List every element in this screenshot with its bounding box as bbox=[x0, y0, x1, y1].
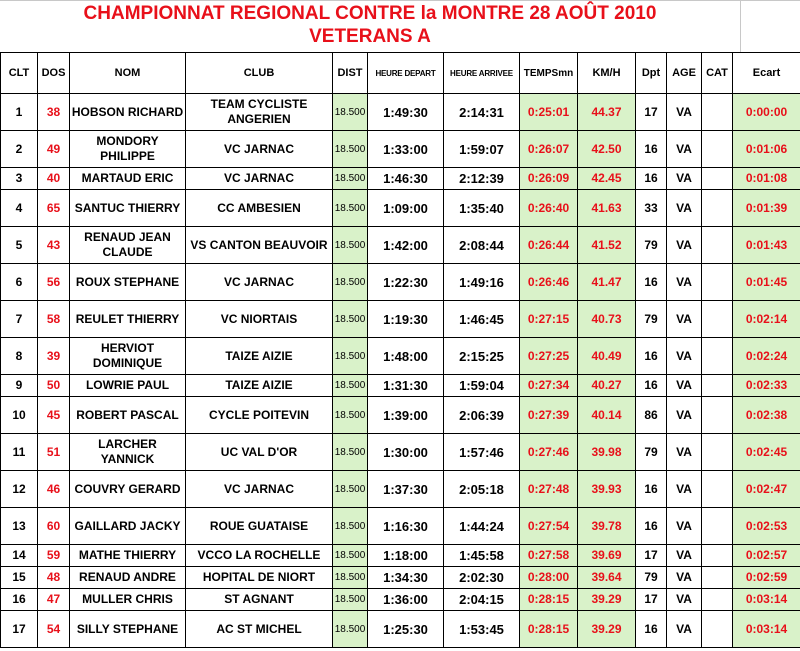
sheet-gridline bbox=[0, 0, 800, 1]
cell-clt: 3 bbox=[1, 168, 38, 190]
cell-arrivee: 2:15:25 bbox=[444, 338, 520, 375]
cell-arrivee: 2:06:39 bbox=[444, 397, 520, 434]
cell-cat bbox=[702, 545, 733, 567]
cell-clt: 8 bbox=[1, 338, 38, 375]
cell-clt: 17 bbox=[1, 611, 38, 648]
cell-cat bbox=[702, 471, 733, 508]
sheet-gridline bbox=[740, 0, 741, 52]
cell-dpt: 33 bbox=[636, 190, 667, 227]
cell-arrivee: 2:12:39 bbox=[444, 168, 520, 190]
cell-temps: 0:27:15 bbox=[520, 301, 578, 338]
cell-dos: 47 bbox=[38, 589, 70, 611]
cell-age: VA bbox=[667, 375, 702, 397]
cell-arrivee: 1:57:46 bbox=[444, 434, 520, 471]
cell-temps: 0:27:46 bbox=[520, 434, 578, 471]
cell-dpt: 79 bbox=[636, 567, 667, 589]
cell-kmh: 41.63 bbox=[578, 190, 636, 227]
col-header-nom: NOM bbox=[70, 53, 186, 94]
cell-clt: 5 bbox=[1, 227, 38, 264]
cell-clt: 13 bbox=[1, 508, 38, 545]
cell-dpt: 17 bbox=[636, 94, 667, 131]
cell-nom: HOBSON RICHARD bbox=[70, 94, 186, 131]
cell-dos: 54 bbox=[38, 611, 70, 648]
cell-kmh: 42.50 bbox=[578, 131, 636, 168]
cell-kmh: 39.69 bbox=[578, 545, 636, 567]
cell-nom: LOWRIE PAUL bbox=[70, 375, 186, 397]
cell-club: CC AMBESIEN bbox=[186, 190, 333, 227]
cell-age: VA bbox=[667, 545, 702, 567]
cell-dpt: 16 bbox=[636, 508, 667, 545]
table-row bbox=[1, 611, 800, 648]
cell-age: VA bbox=[667, 301, 702, 338]
cell-dist: 18.500 bbox=[333, 227, 368, 264]
cell-clt: 10 bbox=[1, 397, 38, 434]
cell-dos: 46 bbox=[38, 471, 70, 508]
table-row bbox=[1, 434, 800, 471]
cell-dpt: 79 bbox=[636, 227, 667, 264]
cell-dist: 18.500 bbox=[333, 567, 368, 589]
cell-dos: 38 bbox=[38, 94, 70, 131]
cell-clt: 15 bbox=[1, 567, 38, 589]
table-row bbox=[1, 471, 800, 508]
cell-kmh: 40.27 bbox=[578, 375, 636, 397]
table-row bbox=[1, 567, 800, 589]
cell-nom: RENAUD JEAN CLAUDE bbox=[70, 227, 186, 264]
cell-dos: 59 bbox=[38, 545, 70, 567]
cell-dist: 18.500 bbox=[333, 545, 368, 567]
header-row bbox=[1, 53, 800, 94]
cell-kmh: 40.49 bbox=[578, 338, 636, 375]
cell-depart: 1:48:00 bbox=[368, 338, 444, 375]
cell-cat bbox=[702, 508, 733, 545]
cell-cat bbox=[702, 375, 733, 397]
cell-clt: 16 bbox=[1, 589, 38, 611]
cell-clt: 9 bbox=[1, 375, 38, 397]
cell-nom: HERVIOT DOMINIQUE bbox=[70, 338, 186, 375]
cell-clt: 2 bbox=[1, 131, 38, 168]
cell-dist: 18.500 bbox=[333, 168, 368, 190]
cell-dist: 18.500 bbox=[333, 375, 368, 397]
cell-ecart: 0:01:39 bbox=[733, 190, 800, 227]
cell-arrivee: 1:59:04 bbox=[444, 375, 520, 397]
cell-dpt: 16 bbox=[636, 471, 667, 508]
page-subtitle: VETERANS A bbox=[309, 26, 431, 47]
cell-club: VS CANTON BEAUVOIR bbox=[186, 227, 333, 264]
cell-arrivee: 2:05:18 bbox=[444, 471, 520, 508]
cell-cat bbox=[702, 168, 733, 190]
page-title: CHAMPIONNAT REGIONAL CONTRE la MONTRE 28 AOÛT 2010 bbox=[83, 3, 657, 24]
cell-temps: 0:27:25 bbox=[520, 338, 578, 375]
cell-ecart: 0:02:14 bbox=[733, 301, 800, 338]
cell-cat bbox=[702, 301, 733, 338]
cell-age: VA bbox=[667, 567, 702, 589]
cell-age: VA bbox=[667, 168, 702, 190]
cell-nom: LARCHER YANNICK bbox=[70, 434, 186, 471]
cell-age: VA bbox=[667, 471, 702, 508]
cell-dpt: 16 bbox=[636, 338, 667, 375]
table-row bbox=[1, 508, 800, 545]
cell-depart: 1:19:30 bbox=[368, 301, 444, 338]
cell-temps: 0:26:07 bbox=[520, 131, 578, 168]
cell-nom: MARTAUD ERIC bbox=[70, 168, 186, 190]
col-header-dos: DOS bbox=[38, 53, 70, 94]
cell-clt: 1 bbox=[1, 94, 38, 131]
cell-dpt: 16 bbox=[636, 264, 667, 301]
cell-temps: 0:28:00 bbox=[520, 567, 578, 589]
cell-depart: 1:22:30 bbox=[368, 264, 444, 301]
cell-dist: 18.500 bbox=[333, 471, 368, 508]
cell-cat bbox=[702, 338, 733, 375]
col-header-cat: CAT bbox=[702, 53, 733, 94]
cell-club: VC JARNAC bbox=[186, 168, 333, 190]
table-row bbox=[1, 168, 800, 190]
cell-nom: SANTUC THIERRY bbox=[70, 190, 186, 227]
cell-dos: 48 bbox=[38, 567, 70, 589]
cell-arrivee: 1:35:40 bbox=[444, 190, 520, 227]
cell-ecart: 0:03:14 bbox=[733, 611, 800, 648]
cell-ecart: 0:02:38 bbox=[733, 397, 800, 434]
cell-clt: 14 bbox=[1, 545, 38, 567]
cell-age: VA bbox=[667, 508, 702, 545]
cell-dist: 18.500 bbox=[333, 301, 368, 338]
cell-depart: 1:49:30 bbox=[368, 94, 444, 131]
cell-ecart: 0:02:53 bbox=[733, 508, 800, 545]
cell-temps: 0:26:46 bbox=[520, 264, 578, 301]
results-table bbox=[0, 52, 800, 648]
cell-clt: 12 bbox=[1, 471, 38, 508]
cell-cat bbox=[702, 264, 733, 301]
cell-dpt: 16 bbox=[636, 611, 667, 648]
cell-kmh: 44.37 bbox=[578, 94, 636, 131]
table-row bbox=[1, 375, 800, 397]
table-row bbox=[1, 589, 800, 611]
cell-clt: 7 bbox=[1, 301, 38, 338]
cell-dos: 40 bbox=[38, 168, 70, 190]
cell-kmh: 39.98 bbox=[578, 434, 636, 471]
cell-nom: SILLY STEPHANE bbox=[70, 611, 186, 648]
table-row bbox=[1, 131, 800, 168]
cell-age: VA bbox=[667, 94, 702, 131]
cell-dos: 65 bbox=[38, 190, 70, 227]
cell-kmh: 39.29 bbox=[578, 589, 636, 611]
cell-nom: COUVRY GERARD bbox=[70, 471, 186, 508]
cell-dpt: 17 bbox=[636, 545, 667, 567]
cell-age: VA bbox=[667, 338, 702, 375]
cell-nom: MONDORY PHILIPPE bbox=[70, 131, 186, 168]
cell-depart: 1:37:30 bbox=[368, 471, 444, 508]
cell-depart: 1:31:30 bbox=[368, 375, 444, 397]
cell-depart: 1:33:00 bbox=[368, 131, 444, 168]
cell-cat bbox=[702, 567, 733, 589]
cell-kmh: 42.45 bbox=[578, 168, 636, 190]
cell-cat bbox=[702, 397, 733, 434]
cell-club: VC JARNAC bbox=[186, 471, 333, 508]
col-header-age: AGE bbox=[667, 53, 702, 94]
cell-temps: 0:26:44 bbox=[520, 227, 578, 264]
cell-arrivee: 2:08:44 bbox=[444, 227, 520, 264]
cell-club: ROUE GUATAISE bbox=[186, 508, 333, 545]
cell-club: CYCLE POITEVIN bbox=[186, 397, 333, 434]
cell-depart: 1:34:30 bbox=[368, 567, 444, 589]
cell-temps: 0:27:39 bbox=[520, 397, 578, 434]
cell-depart: 1:42:00 bbox=[368, 227, 444, 264]
cell-ecart: 0:02:59 bbox=[733, 567, 800, 589]
col-header-dist: DIST bbox=[333, 53, 368, 94]
cell-dist: 18.500 bbox=[333, 589, 368, 611]
cell-ecart: 0:01:45 bbox=[733, 264, 800, 301]
cell-dos: 43 bbox=[38, 227, 70, 264]
table-row bbox=[1, 94, 800, 131]
col-header-clt: CLT bbox=[1, 53, 38, 94]
cell-dos: 45 bbox=[38, 397, 70, 434]
cell-cat bbox=[702, 589, 733, 611]
cell-dpt: 86 bbox=[636, 397, 667, 434]
cell-nom: REULET THIERRY bbox=[70, 301, 186, 338]
cell-cat bbox=[702, 611, 733, 648]
cell-arrivee: 1:44:24 bbox=[444, 508, 520, 545]
cell-clt: 11 bbox=[1, 434, 38, 471]
cell-arrivee: 1:49:16 bbox=[444, 264, 520, 301]
col-header-kmh: KM/H bbox=[578, 53, 636, 94]
cell-nom: GAILLARD JACKY bbox=[70, 508, 186, 545]
cell-cat bbox=[702, 227, 733, 264]
cell-club: ST AGNANT bbox=[186, 589, 333, 611]
table-row bbox=[1, 545, 800, 567]
cell-cat bbox=[702, 131, 733, 168]
cell-club: VC JARNAC bbox=[186, 264, 333, 301]
cell-cat bbox=[702, 190, 733, 227]
cell-dos: 50 bbox=[38, 375, 70, 397]
cell-club: AC ST MICHEL bbox=[186, 611, 333, 648]
cell-arrivee: 2:14:31 bbox=[444, 94, 520, 131]
cell-ecart: 0:01:06 bbox=[733, 131, 800, 168]
cell-dpt: 16 bbox=[636, 131, 667, 168]
cell-dist: 18.500 bbox=[333, 190, 368, 227]
cell-ecart: 0:02:57 bbox=[733, 545, 800, 567]
cell-arrivee: 2:02:30 bbox=[444, 567, 520, 589]
col-header-ecart: Ecart bbox=[733, 53, 800, 94]
cell-temps: 0:27:58 bbox=[520, 545, 578, 567]
cell-depart: 1:30:00 bbox=[368, 434, 444, 471]
cell-temps: 0:27:54 bbox=[520, 508, 578, 545]
cell-age: VA bbox=[667, 227, 702, 264]
cell-club: TAIZE AIZIE bbox=[186, 338, 333, 375]
cell-age: VA bbox=[667, 264, 702, 301]
cell-ecart: 0:02:45 bbox=[733, 434, 800, 471]
cell-dpt: 17 bbox=[636, 589, 667, 611]
cell-age: VA bbox=[667, 589, 702, 611]
cell-temps: 0:28:15 bbox=[520, 589, 578, 611]
cell-arrivee: 2:04:15 bbox=[444, 589, 520, 611]
cell-club: VCCO LA ROCHELLE bbox=[186, 545, 333, 567]
table-row bbox=[1, 338, 800, 375]
cell-club: TEAM CYCLISTE ANGERIEN bbox=[186, 94, 333, 131]
cell-clt: 4 bbox=[1, 190, 38, 227]
cell-kmh: 41.52 bbox=[578, 227, 636, 264]
table-row bbox=[1, 397, 800, 434]
table-row bbox=[1, 227, 800, 264]
cell-depart: 1:25:30 bbox=[368, 611, 444, 648]
cell-dos: 51 bbox=[38, 434, 70, 471]
table-row bbox=[1, 264, 800, 301]
cell-depart: 1:39:00 bbox=[368, 397, 444, 434]
cell-ecart: 0:02:33 bbox=[733, 375, 800, 397]
cell-dist: 18.500 bbox=[333, 131, 368, 168]
cell-age: VA bbox=[667, 434, 702, 471]
cell-temps: 0:26:09 bbox=[520, 168, 578, 190]
col-header-temps: TEMPSmn bbox=[520, 53, 578, 94]
cell-depart: 1:36:00 bbox=[368, 589, 444, 611]
cell-dist: 18.500 bbox=[333, 508, 368, 545]
cell-dist: 18.500 bbox=[333, 264, 368, 301]
cell-depart: 1:46:30 bbox=[368, 168, 444, 190]
cell-dist: 18.500 bbox=[333, 94, 368, 131]
cell-depart: 1:18:00 bbox=[368, 545, 444, 567]
col-header-dpt: Dpt bbox=[636, 53, 667, 94]
cell-arrivee: 1:46:45 bbox=[444, 301, 520, 338]
cell-age: VA bbox=[667, 131, 702, 168]
cell-ecart: 0:01:43 bbox=[733, 227, 800, 264]
cell-club: VC JARNAC bbox=[186, 131, 333, 168]
cell-arrivee: 1:45:58 bbox=[444, 545, 520, 567]
table-row bbox=[1, 190, 800, 227]
cell-ecart: 0:00:00 bbox=[733, 94, 800, 131]
cell-arrivee: 1:53:45 bbox=[444, 611, 520, 648]
cell-ecart: 0:02:47 bbox=[733, 471, 800, 508]
cell-clt: 6 bbox=[1, 264, 38, 301]
cell-dpt: 16 bbox=[636, 168, 667, 190]
cell-age: VA bbox=[667, 190, 702, 227]
col-header-arrivee: HEURE ARRIVEE bbox=[444, 53, 520, 94]
cell-dpt: 79 bbox=[636, 301, 667, 338]
cell-dist: 18.500 bbox=[333, 338, 368, 375]
cell-temps: 0:26:40 bbox=[520, 190, 578, 227]
cell-ecart: 0:01:08 bbox=[733, 168, 800, 190]
cell-nom: RENAUD ANDRE bbox=[70, 567, 186, 589]
cell-kmh: 39.29 bbox=[578, 611, 636, 648]
cell-dist: 18.500 bbox=[333, 434, 368, 471]
cell-age: VA bbox=[667, 397, 702, 434]
cell-dpt: 79 bbox=[636, 434, 667, 471]
cell-depart: 1:09:00 bbox=[368, 190, 444, 227]
cell-kmh: 40.73 bbox=[578, 301, 636, 338]
cell-club: UC VAL D'OR bbox=[186, 434, 333, 471]
cell-dos: 60 bbox=[38, 508, 70, 545]
cell-cat bbox=[702, 94, 733, 131]
cell-ecart: 0:02:24 bbox=[733, 338, 800, 375]
col-header-club: CLUB bbox=[186, 53, 333, 94]
cell-kmh: 39.64 bbox=[578, 567, 636, 589]
cell-club: VC NIORTAIS bbox=[186, 301, 333, 338]
cell-age: VA bbox=[667, 611, 702, 648]
cell-dos: 49 bbox=[38, 131, 70, 168]
cell-dos: 58 bbox=[38, 301, 70, 338]
cell-nom: ROUX STEPHANE bbox=[70, 264, 186, 301]
cell-nom: ROBERT PASCAL bbox=[70, 397, 186, 434]
table-row bbox=[1, 301, 800, 338]
cell-nom: MATHE THIERRY bbox=[70, 545, 186, 567]
cell-dist: 18.500 bbox=[333, 397, 368, 434]
cell-dos: 39 bbox=[38, 338, 70, 375]
cell-club: HOPITAL DE NIORT bbox=[186, 567, 333, 589]
cell-temps: 0:27:48 bbox=[520, 471, 578, 508]
cell-dos: 56 bbox=[38, 264, 70, 301]
cell-kmh: 39.78 bbox=[578, 508, 636, 545]
cell-temps: 0:25:01 bbox=[520, 94, 578, 131]
cell-temps: 0:28:15 bbox=[520, 611, 578, 648]
cell-kmh: 40.14 bbox=[578, 397, 636, 434]
cell-ecart: 0:03:14 bbox=[733, 589, 800, 611]
cell-club: TAIZE AIZIE bbox=[186, 375, 333, 397]
cell-nom: MULLER CHRIS bbox=[70, 589, 186, 611]
col-header-depart: HEURE DEPART bbox=[368, 53, 444, 94]
cell-arrivee: 1:59:07 bbox=[444, 131, 520, 168]
cell-cat bbox=[702, 434, 733, 471]
cell-temps: 0:27:34 bbox=[520, 375, 578, 397]
cell-depart: 1:16:30 bbox=[368, 508, 444, 545]
cell-dist: 18.500 bbox=[333, 611, 368, 648]
cell-dpt: 16 bbox=[636, 375, 667, 397]
cell-kmh: 39.93 bbox=[578, 471, 636, 508]
cell-kmh: 41.47 bbox=[578, 264, 636, 301]
